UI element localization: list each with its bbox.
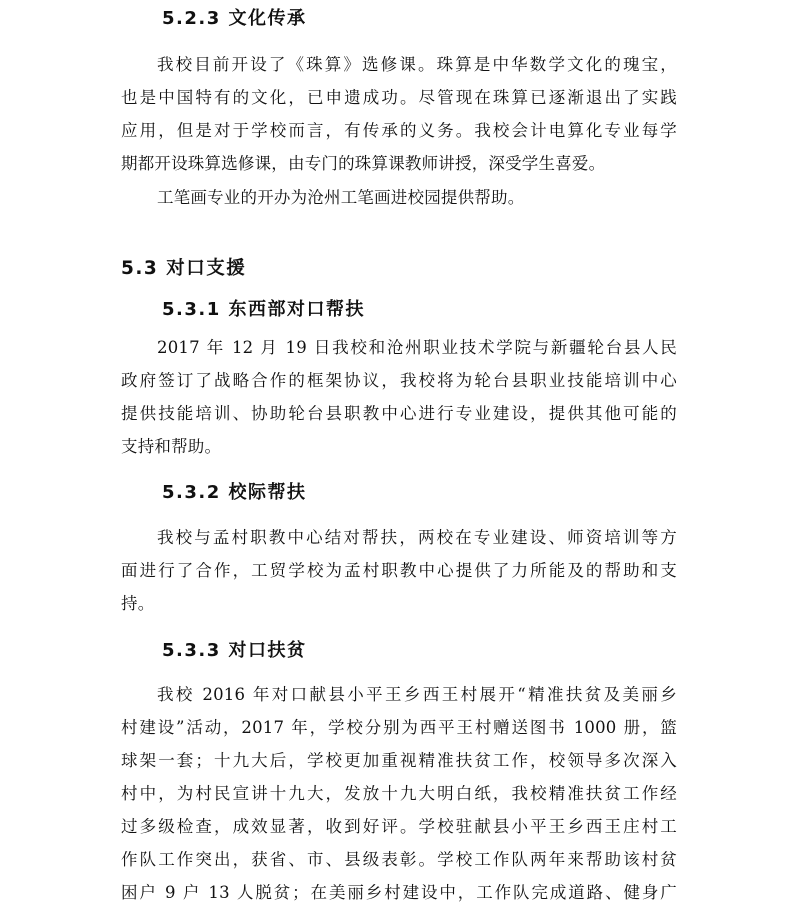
section-heading-5-3-3: 5.3.3 对口扶贫 [162, 640, 307, 661]
text-line: 作队工作突出，获省、市、县级表彰。学校工作队两年来帮助该村贫 [121, 850, 677, 869]
paragraph-gongbi-painting [121, 181, 677, 214]
text-line: 我校与孟村职教中心结对帮扶，两校在专业建设、师资培训等方 [157, 528, 677, 547]
text-line: 也是中国特有的文化，已申遗成功。尽管现在珠算已逐渐退出了实践 [121, 88, 677, 107]
text-line: 支持和帮助。 [121, 437, 222, 456]
text-line: 困户 9 户 13 人脱贫；在美丽乡村建设中，工作队完成道路、健身广 [121, 883, 677, 902]
text-line: 提供技能培训、协助轮台县职教中心进行专业建设，提供其他可能的 [121, 404, 677, 423]
paragraph-east-west-assistance [121, 331, 677, 463]
paragraph-inter-school-assistance [121, 521, 677, 620]
text-line: 过多级检查，成效显著，收到好评。学校驻献县小平王乡西王庄村工 [121, 817, 677, 836]
paragraph-culture-heritage [121, 48, 677, 180]
section-heading-5-2-3: 5.2.3 文化传承 [162, 8, 307, 29]
text-line: 2017 年 12 月 19 日我校和沧州职业技术学院与新疆轮台县人民 [157, 338, 677, 357]
text-line: 应用，但是对于学校而言，有传承的义务。我校会计电算化专业每学 [121, 121, 677, 140]
text-line: 期都开设珠算选修课，由专门的珠算课教师讲授，深受学生喜爱。 [121, 154, 606, 173]
section-heading-5-3-1: 5.3.1 东西部对口帮扶 [162, 299, 366, 320]
paragraph-poverty-alleviation [121, 678, 677, 909]
text-line: 工笔画专业的开办为沧州工笔画进校园提供帮助。 [157, 188, 525, 207]
text-line: 村中，为村民宣讲十九大，发放十九大明白纸，我校精准扶贫工作经 [121, 784, 677, 803]
text-line: 球架一套；十九大后，学校更加重视精准扶贫工作，校领导多次深入 [121, 751, 677, 770]
text-line: 我校目前开设了《珠算》选修课。珠算是中华数学文化的瑰宝， [157, 55, 677, 74]
section-heading-5-3-2: 5.3.2 校际帮扶 [162, 482, 307, 503]
text-line: 村建设”活动，2017 年，学校分别为西平王村赠送图书 1000 册，篮 [121, 718, 677, 737]
text-line: 我校 2016 年对口献县小平王乡西王村展开“精准扶贫及美丽乡 [157, 685, 677, 704]
text-line: 政府签订了战略合作的框架协议，我校将为轮台县职业技能培训中心 [121, 371, 677, 390]
text-line: 持。 [121, 594, 155, 613]
text-line: 面进行了合作，工贸学校为孟村职教中心提供了力所能及的帮助和支 [121, 561, 677, 580]
section-heading-5-3: 5.3 对口支援 [121, 258, 247, 279]
